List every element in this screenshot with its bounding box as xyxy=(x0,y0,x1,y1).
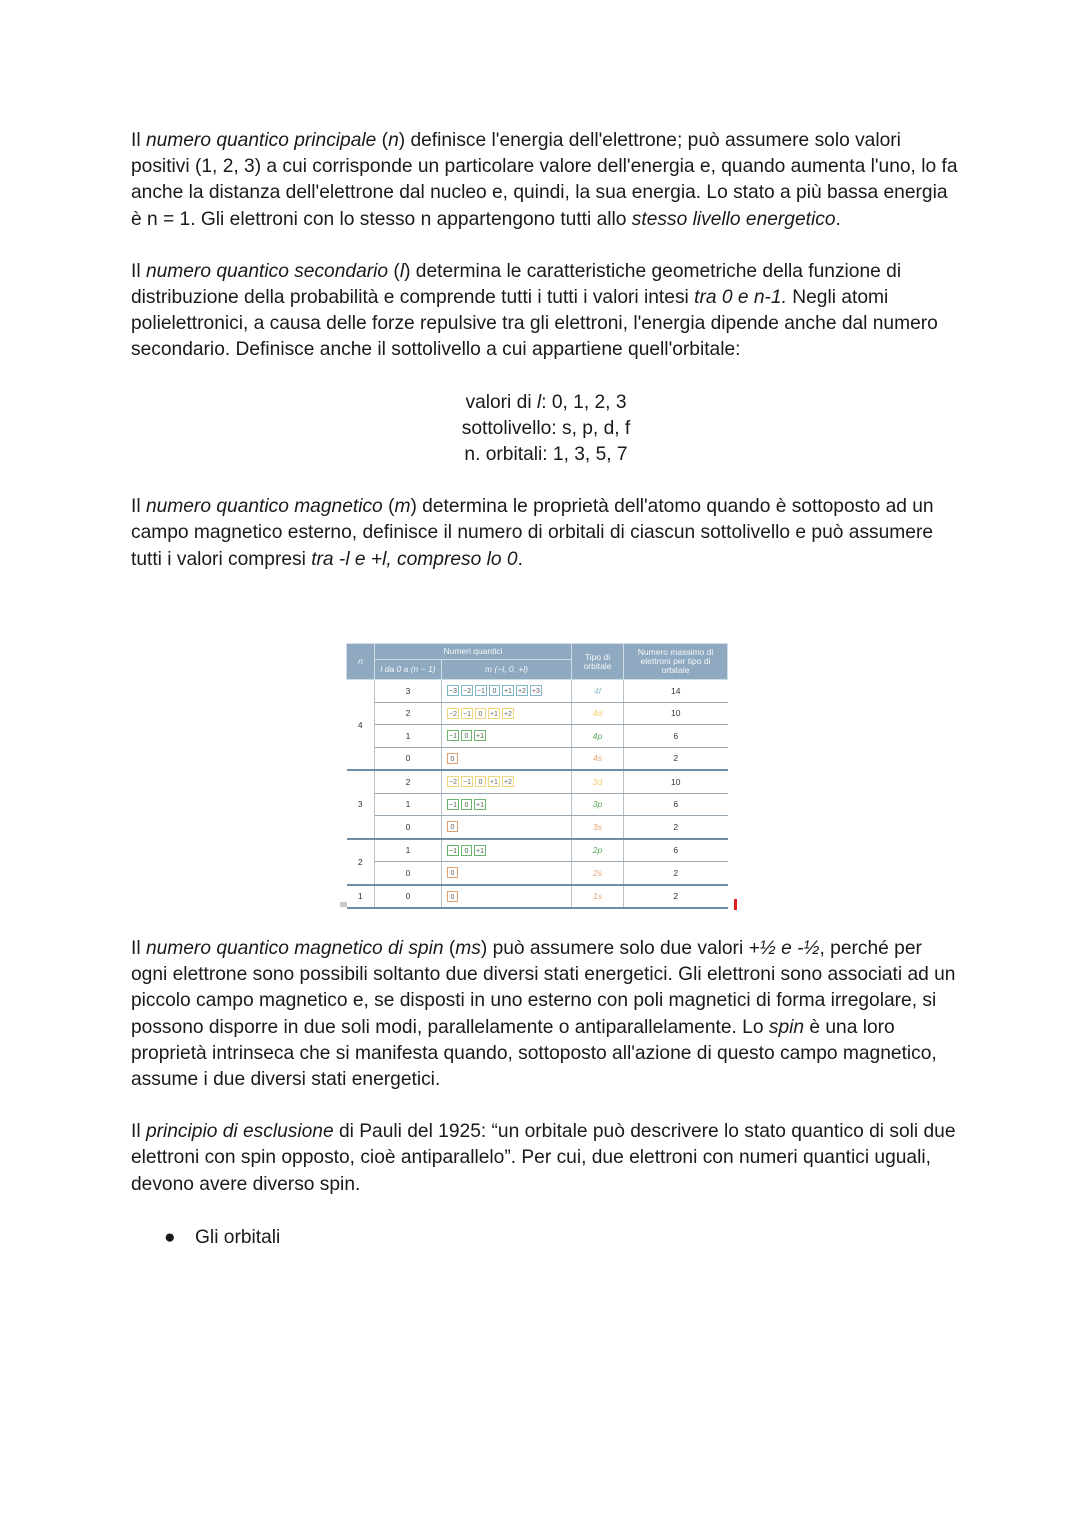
cell-max-electrons: 2 xyxy=(624,862,728,885)
m-value-box: +1 xyxy=(474,730,486,741)
cell-m-values xyxy=(442,747,572,770)
cell-orbital-type: 3p xyxy=(572,793,624,816)
cell-n: 4 xyxy=(347,680,375,771)
m-value-box: 0 xyxy=(461,845,472,856)
m-value-box: 0 xyxy=(461,730,472,741)
m-value-box: −3 xyxy=(447,685,459,696)
header-l: l da 0 a (n − 1) xyxy=(375,660,442,680)
m-value-box: 0 xyxy=(475,708,486,719)
table-row xyxy=(347,816,728,839)
quantum-numbers-table xyxy=(346,643,728,909)
cell-l: 1 xyxy=(375,725,442,748)
document-body xyxy=(131,128,961,573)
m-value-box: −2 xyxy=(461,685,473,696)
cell-orbital-type: 2p xyxy=(572,839,624,862)
cell-max-electrons: 2 xyxy=(624,885,728,909)
cell-orbital-type: 4d xyxy=(572,702,624,725)
cell-orbital-type: 4p xyxy=(572,725,624,748)
table-row xyxy=(347,862,728,885)
table-row xyxy=(347,725,728,748)
cell-max-electrons: 6 xyxy=(624,793,728,816)
table-row xyxy=(347,702,728,725)
cell-l: 0 xyxy=(375,885,442,909)
m-value-box: −1 xyxy=(447,799,459,810)
quantum-numbers-table-image xyxy=(340,643,745,913)
m-value-box: −1 xyxy=(461,776,473,787)
cell-l: 1 xyxy=(375,793,442,816)
text-cursor-marker xyxy=(734,899,737,910)
paragraph-pauli-exclusion: Il principio di esclusione di Pauli del 1925: “un orbitale può descrivere lo stato quantico di soli due elettroni con spin opposto, cioè antiparallelo”. Per cui, due elettroni con numeri quantici uguali, devono avere diverso spin. xyxy=(131,1121,956,1195)
cell-n: 3 xyxy=(347,770,375,839)
cell-l: 0 xyxy=(375,862,442,885)
cell-m-values xyxy=(442,839,572,862)
cell-l: 2 xyxy=(375,702,442,725)
m-value-box: +1 xyxy=(474,845,486,856)
sublevel-line: sottolivello: s, p, d, f xyxy=(461,417,631,439)
m-value-box: 0 xyxy=(461,799,472,810)
cell-l: 0 xyxy=(375,747,442,770)
m-value-box: +1 xyxy=(488,708,500,719)
cell-orbital-type: 2s xyxy=(572,862,624,885)
cell-l: 3 xyxy=(375,680,442,703)
cell-m-values xyxy=(442,725,572,748)
bullet-icon: ● xyxy=(164,1227,176,1248)
bullet-list xyxy=(164,1225,280,1251)
orbital-count-line: n. orbitali: 1, 3, 5, 7 xyxy=(464,444,628,466)
paragraph-spin-quantum-number: Il numero quantico magnetico di spin (ms) può assumere solo due valori +½ e -½, perché per ogni elettrone sono possibili soltanto due diversi stati energetici. Gli elettroni sono associati ad un piccolo campo magnetico e, se disposti in uno esterno con poli magnetici di forma irregolare, si possono disporre in due soli modi, parallelamente o antiparallelamente. Lo spin è una loro proprietà intrinseca che si manifesta quando, sottoposto all'azione di questo campo magnetico, assume i due diversi stati energetici. xyxy=(131,938,956,1091)
document-body-continued xyxy=(131,936,961,1198)
cell-max-electrons: 6 xyxy=(624,839,728,862)
m-value-box: +1 xyxy=(474,799,486,810)
header-n: n xyxy=(347,644,375,680)
cell-l: 2 xyxy=(375,770,442,793)
cell-m-values xyxy=(442,885,572,909)
header-orbital-type: Tipo di orbitale xyxy=(572,644,624,680)
m-value-box: +2 xyxy=(502,776,514,787)
m-value-box: −2 xyxy=(447,776,459,787)
cell-orbital-type: 3d xyxy=(572,770,624,793)
cell-m-values xyxy=(442,862,572,885)
m-value-box: +1 xyxy=(502,685,514,696)
table-row xyxy=(347,885,728,909)
m-value-box: +3 xyxy=(530,685,542,696)
table-row xyxy=(347,770,728,793)
cell-orbital-type: 1s xyxy=(572,885,624,909)
m-value-box: 0 xyxy=(447,753,458,764)
image-handle-icon xyxy=(340,902,347,907)
header-max-electrons: Numero massimo di elettroni per tipo di orbitale xyxy=(624,644,728,680)
cell-max-electrons: 2 xyxy=(624,747,728,770)
m-value-box: 0 xyxy=(447,867,458,878)
cell-n: 2 xyxy=(347,839,375,885)
cell-l: 0 xyxy=(375,816,442,839)
cell-m-values xyxy=(442,816,572,839)
paragraph-magnetic-quantum-number: Il numero quantico magnetico (m) determina le proprietà dell'atomo quando è sottoposto ad un campo magnetico esterno, definisce il numero di orbitali di ciascun sottolivello e può assumere tutti i valori compresi tra -l e +l, compreso lo 0. xyxy=(131,496,934,570)
header-m: m (−l, 0, +l) xyxy=(442,660,572,680)
cell-max-electrons: 10 xyxy=(624,770,728,793)
cell-m-values xyxy=(442,770,572,793)
m-value-box: −1 xyxy=(447,845,459,856)
table-row xyxy=(347,793,728,816)
paragraph-secondary-quantum-number: Il numero quantico secondario (l) determina le caratteristiche geometriche della funzione di distribuzione della probabilità e comprende tutti i tutti i valori intesi tra 0 e n-1. Negli atomi polielettronici, a causa delle forze repulsive tra gli elettroni, l'energia dipende anche dal numero secondario. Definisce anche il sottolivello a cui appartiene quell'orbitale: xyxy=(131,260,938,361)
m-value-box: 0 xyxy=(475,776,486,787)
cell-m-values xyxy=(442,702,572,725)
l-values-line: valori di l: 0, 1, 2, 3 xyxy=(465,391,627,413)
m-value-box: 0 xyxy=(489,685,500,696)
cell-orbital-type: 4s xyxy=(572,747,624,770)
sublevel-summary xyxy=(131,390,961,469)
table-row xyxy=(347,839,728,862)
paragraph-principal-quantum-number: Il numero quantico principale (n) definisce l'energia dell'elettrone; può assumere solo valori positivi (1, 2, 3) a cui corrisponde un particolare valore dell'energia e, quando aumenta l'uno, lo fa anche la distanza dell'elettrone dal nucleo e, quindi, la sua energia. Lo stato a più bassa energia è n = 1. Gli elettroni con lo stesso n appartengono tutti allo stesso livello energetico. xyxy=(131,130,958,230)
m-value-box: −1 xyxy=(475,685,487,696)
cell-l: 1 xyxy=(375,839,442,862)
cell-m-values xyxy=(442,793,572,816)
header-quantum-numbers: Numeri quantici xyxy=(375,644,572,660)
cell-orbital-type: 3s xyxy=(572,816,624,839)
cell-max-electrons: 2 xyxy=(624,816,728,839)
cell-max-electrons: 14 xyxy=(624,680,728,703)
cell-orbital-type: 4f xyxy=(572,680,624,703)
m-value-box: +1 xyxy=(488,776,500,787)
m-value-box: −2 xyxy=(447,708,459,719)
cell-max-electrons: 6 xyxy=(624,725,728,748)
table-row xyxy=(347,747,728,770)
m-value-box: 0 xyxy=(447,891,458,902)
cell-m-values xyxy=(442,680,572,703)
table-row xyxy=(347,680,728,703)
m-value-box: +2 xyxy=(502,708,514,719)
m-value-box: 0 xyxy=(447,821,458,832)
cell-max-electrons: 10 xyxy=(624,702,728,725)
cell-n: 1 xyxy=(347,885,375,909)
m-value-box: −1 xyxy=(461,708,473,719)
m-value-box: +2 xyxy=(516,685,528,696)
list-item: ● Gli orbitali xyxy=(164,1225,280,1251)
m-value-box: −1 xyxy=(447,730,459,741)
